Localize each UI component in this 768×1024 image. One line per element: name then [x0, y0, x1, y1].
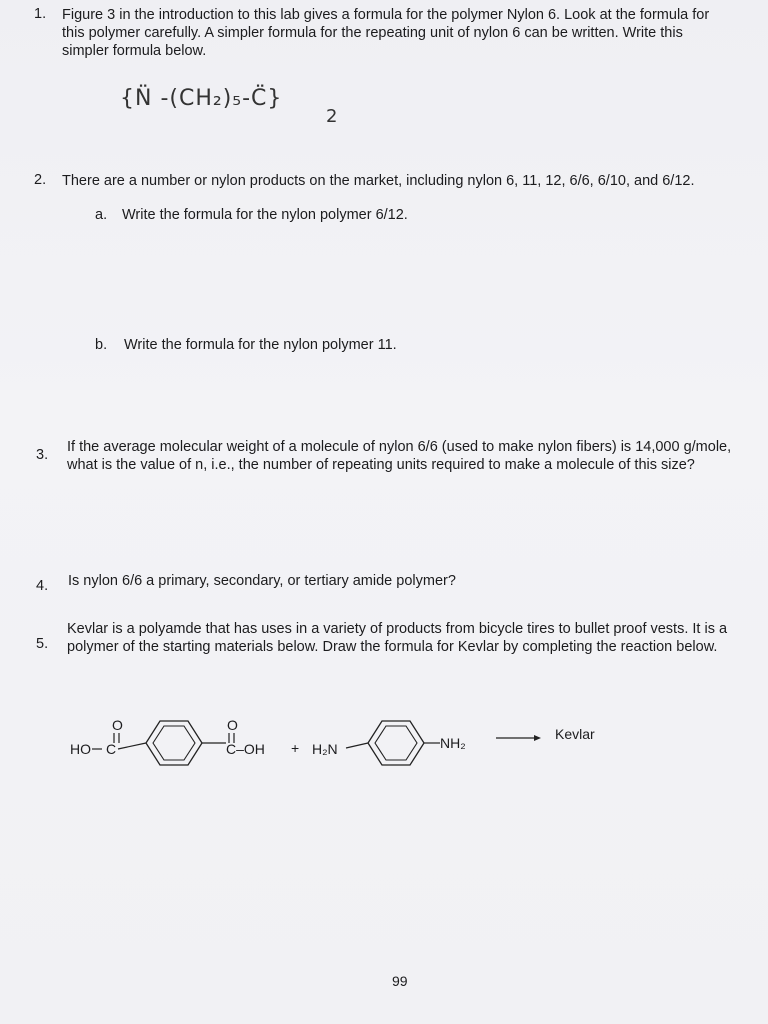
right-carboxyl-c-oh: C–OH — [226, 741, 265, 757]
q1-text: Figure 3 in the introduction to this lab gives a formula for the polymer Nylon 6. Look at the formula for this polymer carefully. A simpler formula for the repeating unit of nylon 6 can be written. Write this simpler formula below. — [62, 7, 710, 59]
diamine-h2n: H₂N — [312, 741, 338, 757]
right-benzene-ring — [368, 721, 424, 765]
reaction-scheme — [0, 700, 768, 780]
q2b-label: b. — [95, 337, 108, 353]
q2-text: There are a number or nylon products on the market, including nylon 6, 11, 12, 6/6, 6/10, and 6/12. — [62, 173, 695, 189]
q2b-text: Write the formula for the nylon polymer 11. — [124, 337, 397, 353]
left-benzene-ring — [146, 721, 202, 765]
q3-number: 3. — [36, 447, 49, 463]
q4-number: 4. — [36, 578, 49, 594]
diamine-nh2: NH₂ — [440, 735, 466, 751]
q2-number: 2. — [34, 172, 47, 188]
q4-text: Is nylon 6/6 a primary, secondary, or tertiary amide polymer? — [68, 573, 456, 589]
right-carbonyl-o: O — [227, 717, 238, 733]
q5-number: 5. — [36, 636, 49, 652]
q5-text: Kevlar is a polyamde that has uses in a variety of products from bicycle tires to bullet proof vests. It is a polymer of the starting materials below. Draw the formula for Kevlar by completing the reaction below. — [67, 621, 728, 655]
q3-text: If the average molecular weight of a molecule of nylon 6/6 (used to make nylon fibers) is 14,000 g/mole, what is the value of n, i.e., the number of repeating units required to make a molecule of this size? — [67, 439, 732, 473]
q1-number: 1. — [34, 6, 47, 22]
plus-sign: + — [291, 740, 300, 756]
left-carbonyl-o: O — [112, 717, 123, 733]
product-kevlar: Kevlar — [555, 726, 595, 742]
left-carbon-c: C — [106, 741, 117, 757]
q1-handwritten-answer: {N̈ -(CH₂)₅-C̈} — [120, 86, 283, 111]
q2a-label: a. — [95, 207, 108, 223]
q2a-text: Write the formula for the nylon polymer 6/12. — [122, 207, 408, 223]
left-hydroxyl-ho: HO — [70, 741, 91, 757]
q1-handwritten-subscript: 2 — [326, 106, 339, 127]
page-number: 99 — [392, 973, 408, 989]
